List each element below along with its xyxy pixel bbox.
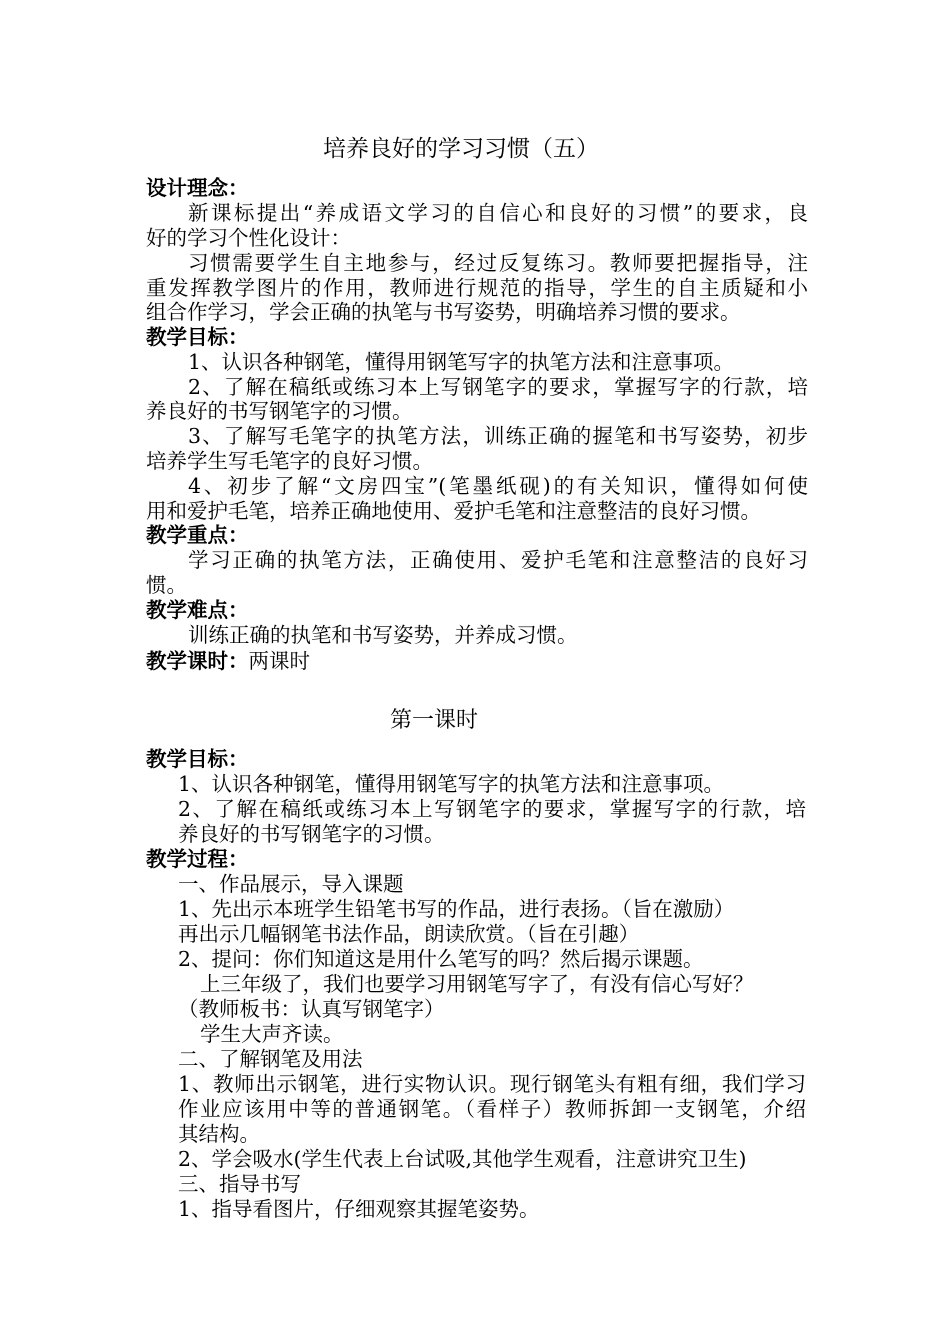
hours-text: 两课时 [248, 649, 310, 673]
process-line: 1、先出示本班学生铅笔书写的作品，进行表扬。（旨在激励） [178, 897, 735, 921]
process-line: 2、提问：你们知道这是用什么笔写的吗？然后揭示课题。 [178, 947, 704, 971]
design-p1-line2: 好的学习个性化设计： [146, 226, 351, 250]
process-line: 二、了解钢笔及用法 [178, 1047, 363, 1071]
key-line2: 惯。 [146, 573, 187, 597]
goal-1: 1、认识各种钢笔，懂得用钢笔写字的执笔方法和注意事项。 [188, 350, 735, 374]
difficulty-text: 训练正确的执笔和书写姿势，并养成习惯。 [188, 623, 578, 647]
process-line: 1、指导看图片，仔细观察其握笔姿势。 [178, 1197, 540, 1221]
goals-heading: 教学目标： [146, 325, 249, 349]
lesson1-goal-2-line1: 2、了解在稿纸或练习本上写钢笔字的要求，掌握写字的行款，培 [178, 797, 806, 821]
document-title: 培养良好的学习习惯（五） [323, 136, 599, 162]
goal-4-line2: 用和爱护毛笔，培养正确地使用、爱护毛笔和注意整洁的良好习惯。 [146, 499, 761, 523]
lesson1-title: 第一课时 [390, 708, 479, 733]
design-heading: 设计理念： [146, 176, 249, 200]
process-line: 其结构。 [178, 1122, 260, 1146]
key-heading: 教学重点： [146, 523, 249, 547]
lesson1-goal-1: 1、认识各种钢笔，懂得用钢笔写字的执笔方法和注意事项。 [178, 772, 725, 796]
goal-2-line2: 养良好的书写钢笔字的习惯。 [146, 399, 413, 423]
process-line: 2、学会吸水(学生代表上台试吸,其他学生观看，注意讲究卫生) [178, 1147, 747, 1171]
design-p1-line1: 新课标提出“养成语文学习的自信心和良好的习惯”的要求，良 [188, 201, 808, 225]
goal-3-line2: 培养学生写毛笔字的良好习惯。 [146, 449, 433, 473]
goal-3-line1: 3、了解写毛笔字的执笔方法，训练正确的握笔和书写姿势，初步 [188, 424, 808, 448]
process-line: 1、教师出示钢笔，进行实物认识。现行钢笔头有粗有细，我们学习 [178, 1072, 806, 1096]
process-line: 上三年级了，我们也要学习用钢笔写字了，有没有信心写好？ [200, 972, 754, 996]
process-line: （教师板书：认真写钢笔字） [178, 997, 445, 1021]
goal-4-line1: 4、初步了解“文房四宝”(笔墨纸砚)的有关知识，懂得如何使 [188, 474, 808, 498]
process-line: 一、作品展示，导入课题 [178, 872, 404, 896]
lesson1-goals-heading: 教学目标： [146, 747, 249, 771]
process-heading: 教学过程： [146, 847, 249, 871]
key-line1: 学习正确的执笔方法，正确使用、爱护毛笔和注意整洁的良好习 [188, 548, 808, 572]
process-line: 学生大声齐读。 [200, 1022, 344, 1046]
process-line: 作业应该用中等的普通钢笔。（看样子）教师拆卸一支钢笔，介绍 [178, 1097, 806, 1121]
design-p2-line2: 重发挥教学图片的作用，教师进行规范的指导，学生的自主质疑和小 [146, 276, 808, 300]
lesson1-goal-2-line2: 养良好的书写钢笔字的习惯。 [178, 822, 445, 846]
difficulty-heading: 教学难点： [146, 598, 249, 622]
goal-2-line1: 2、了解在稿纸或练习本上写钢笔字的要求，掌握写字的行款，培 [188, 375, 808, 399]
design-p2-line3: 组合作学习，学会正确的执笔与书写姿势，明确培养习惯的要求。 [146, 300, 741, 324]
hours-heading: 教学课时： [146, 649, 249, 673]
process-line: 再出示几幅钢笔书法作品，朗读欣赏。（旨在引趣） [178, 922, 640, 946]
process-line: 三、指导书写 [178, 1172, 301, 1196]
hours-line [146, 648, 310, 674]
design-p2-line1: 习惯需要学生自主地参与，经过反复练习。教师要把握指导，注 [188, 251, 808, 275]
